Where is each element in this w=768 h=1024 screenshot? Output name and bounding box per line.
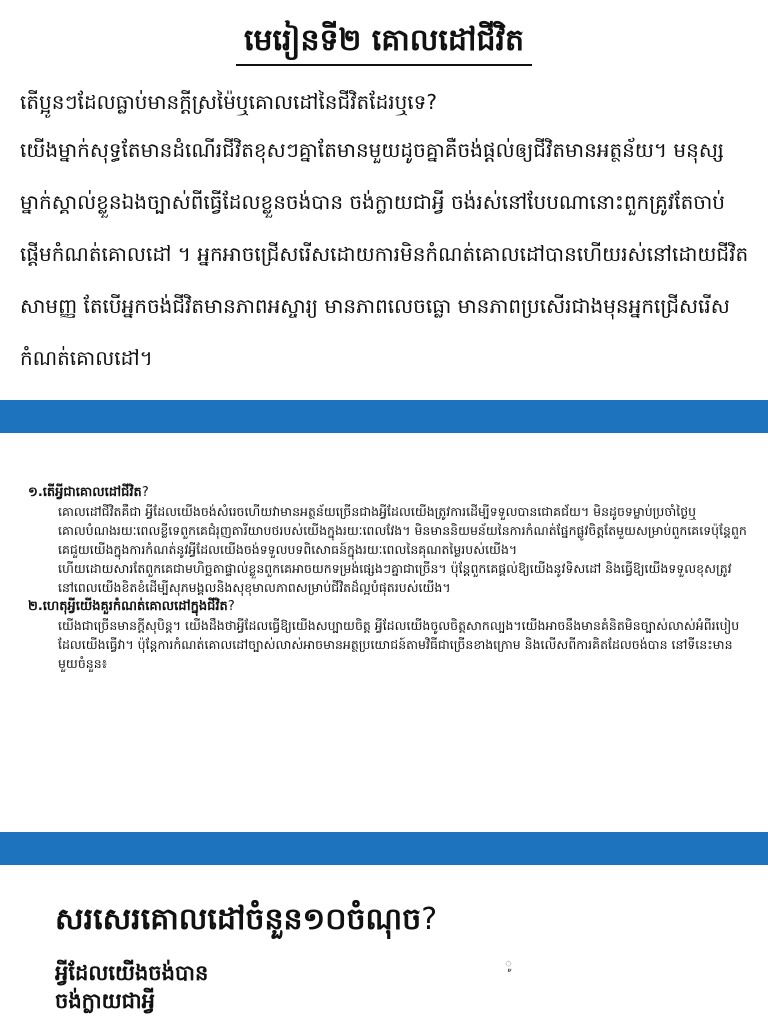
intro-section	[20, 80, 750, 384]
goal-list-section	[55, 895, 755, 1015]
divider-band-top	[0, 400, 768, 433]
questions-section	[28, 483, 748, 673]
goal-question-1: អ្វីដែលយើងចង់បាន	[55, 961, 209, 985]
question-2-paragraph: យើងជាច្រើនមានក្ដីសុបិន្ត។ យើងដឹងថាអ្វីដែលធ្វើឱ្យយើងសប្បាយចិត្ត អ្វីដែលយើងចូលចិត្តសាកល្បង។យើងអាចនឹងមានគំនិតមិនច្បាស់លាស់អំពីរបៀបដែលយើងធ្វើវា។ ប៉ុន្តែការកំណត់គោលដៅច្បាស់លាស់អាចមានអត្ថប្រយោជន៍តាមវិធីជាច្រើនខាងក្រោម និងលើសពីការគិតដែលចង់បាន នៅទីនេះមានមួយចំនួន៖	[58, 618, 740, 671]
question-1-heading-text: ១.តើអ្វីជាគោលដៅជីវិត	[28, 485, 142, 500]
goal-list-title-text: សរសេរគោលដៅចំនួន១០ចំណុច	[55, 902, 422, 937]
stray-mark: ូ	[505, 957, 513, 971]
lesson-title-text: មេរៀនទី២ គោលដៅជីវិត	[236, 18, 532, 66]
intro-question: តើប្អូនៗដែលធ្លាប់មានក្ដីស្រម៉ៃឬគោលដៅនៃជីវិតដែរឬទេ?	[20, 90, 437, 114]
question-1-paragraph-2: ហើយដោយសារតែពួកគេជាមហិច្ឆតាផ្ទាល់ខ្លួនពួកគេអាចយកទម្រង់ផ្សេងៗគ្នាជាច្រើន។ ប៉ុន្តែពួកគេផ្ដល់ឱ្យយើងនូវទិសដៅ និងធ្វើឱ្យយើងទទួលខុសត្រូវនៅពេលយើងខិតខំដើម្បីសុភមង្គលនិងសុខុមាលភាពសម្រាប់ជីវិតដ៏ល្អបំផុតរបស់យើង។	[58, 561, 732, 595]
question-2-heading	[28, 597, 748, 616]
goal-list-title	[55, 895, 755, 945]
question-2-qmark: ?	[227, 599, 235, 614]
question-2-heading-text: ២.ហេតុអ្វីយើងគួរកំណត់គោលដៅក្នុងជីវិត	[28, 599, 228, 614]
question-1-qmark: ?	[141, 485, 149, 500]
question-1-heading	[28, 483, 748, 502]
divider-band-bottom	[0, 832, 768, 865]
goal-question-2: ចង់ក្លាយជាអ្វី	[55, 989, 155, 1013]
lesson-title	[0, 18, 768, 66]
question-1-paragraph-1: គោលដៅជីវិតគឺជា អ្វីដែលយើងចង់សំរេចហើយវាមានអត្ថន័យច្រើនជាងអ្វីដែលយើងត្រូវការដើម្បីទទួលបានជោគជ័យ។ មិនដូចទម្លាប់ប្រចាំថ្ងៃឬគោលបំណងរយៈពេលខ្លីទេពួកគេជំរុញតារីយាបថរបស់យើងក្នុងរយៈពេលវែង។ មិនមាននិយមន័យនៃការកំណត់ផ្នែកផ្លូវចិត្តតែមួយសម្រាប់ពួកគេទេប៉ុន្តែពួកគេជួយយើងក្នុងការកំណត់នូវអ្វីដែលយើងចង់ទទួលបទពិសោធន៍ក្នុងរយៈពេលនៃគុណតម្លៃរបស់យើង។	[58, 504, 747, 557]
goal-list-title-qmark: ?	[421, 902, 438, 937]
intro-paragraph: យើងម្នាក់សុទ្ធតែមានដំណើរជីវិតខុសៗគ្នាតែមានមួយដូចគ្នាគឺចង់ផ្ដល់ឲ្យជីវិតមានអត្ថន័យ។ មនុស្សម្នាក់ស្គាល់ខ្លួនឯងច្បាស់ពីធ្វើដែលខ្លួនចង់បាន ចង់ក្លាយជាអ្វី ចង់រស់នៅបែបណានោះពួកគ្រូវតែចាប់ផ្ដើមកំណត់គោលដៅ ។ អ្នកអាចជ្រើសរើសដោយការមិនកំណត់គោលដៅបានហើយរស់នៅដោយជីវិតសាមញ្ញ តែបើអ្នកចង់ជីវិតមានភាពអស្ចារ្យ មានភាពលេចធ្លោ មានភាពប្រសើរជាងមុនអ្នកជ្រើសរើសកំណត់គោលដៅ។	[20, 138, 749, 370]
